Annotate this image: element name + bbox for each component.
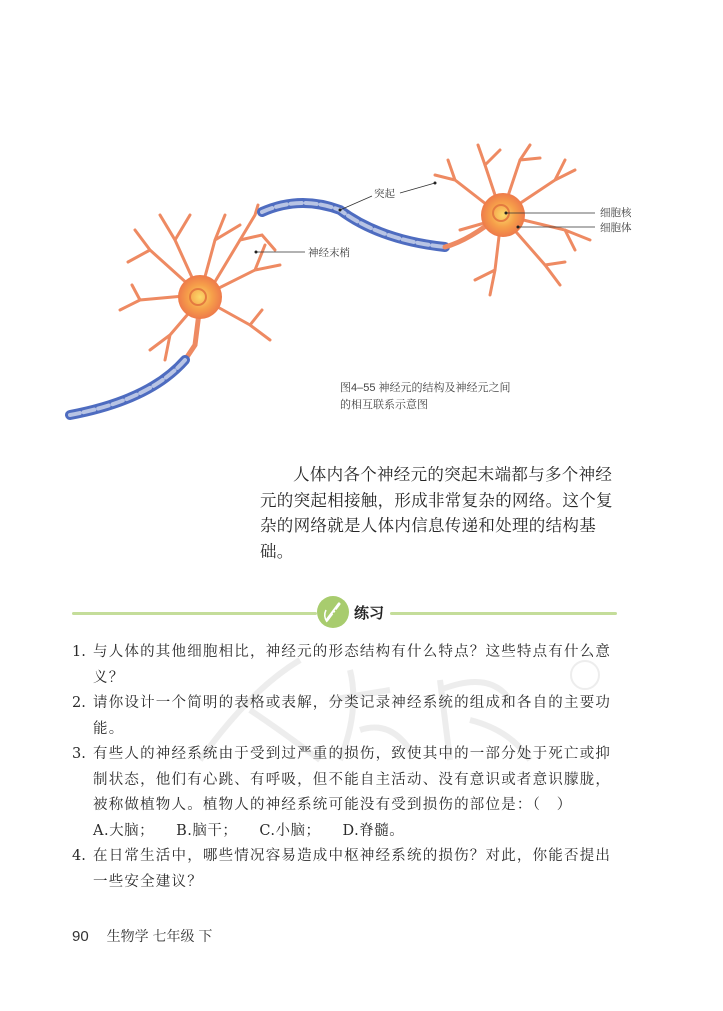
- exercise-text: 有些人的神经系统由于受到过严重的损伤，致使其中的一部分处于死亡或抑制状态，他们有心跳、有呼吸，但不能自主活动、没有意识或者意识朦胧，被称做植物人。植物人的神经系统可能没有受到损伤的部位是：（ ）: [93, 746, 612, 813]
- exercise-item: [72, 742, 620, 844]
- label-cell-body: 细胞体: [600, 222, 632, 234]
- pencil-icon: [317, 596, 349, 628]
- exercise-number: 1.: [72, 644, 86, 660]
- page-footer: [72, 926, 212, 946]
- body-paragraph: 人体内各个神经元的突起末端都与多个神经元的突起相接触，形成非常复杂的网络。这个复杂的网络就是人体内信息传递和处理的结构基础。: [260, 465, 613, 561]
- neuron-figure: [0, 0, 723, 440]
- divider-right: [390, 612, 617, 615]
- exercise-text: 请你设计一个简明的表格或表解，分类记录神经系统的组成和各自的主要功能。: [93, 695, 612, 737]
- exercise-list: [72, 640, 620, 895]
- body-text: [260, 462, 620, 564]
- caption-line-1: 图4–55 神经元的结构及神经元之间: [340, 382, 511, 394]
- practice-header: [72, 596, 617, 630]
- exercise-text: 与人体的其他细胞相比，神经元的形态结构有什么特点？这些特点有什么意义？: [93, 644, 612, 686]
- label-nucleus: 细胞核: [600, 207, 632, 219]
- divider-left: [72, 612, 317, 615]
- practice-title: 练习: [354, 604, 385, 622]
- option-b: B.脑干；: [176, 822, 238, 839]
- option-a: A.大脑；: [93, 822, 155, 839]
- exercise-text: 在日常生活中，哪些情况容易造成中枢神经系统的损伤？对此，你能否提出一些安全建议？: [93, 848, 612, 890]
- answer-options: [93, 819, 620, 845]
- option-c: C.小脑；: [259, 822, 321, 839]
- exercise-number: 4.: [72, 848, 86, 864]
- exercise-number: 2.: [72, 695, 86, 711]
- label-nerve-ending: 神经末梢: [308, 247, 350, 259]
- exercise-number: 3.: [72, 746, 86, 762]
- book-title: 生物学 七年级 下: [106, 928, 213, 944]
- exercise-item: [72, 844, 620, 895]
- page-number: 90: [72, 928, 89, 945]
- label-process: 突起: [374, 188, 395, 200]
- option-d: D.脊髓。: [342, 822, 405, 839]
- exercise-item: [72, 691, 620, 742]
- caption-line-2: 的相互联系示意图: [340, 399, 428, 411]
- exercise-item: [72, 640, 620, 691]
- figure-caption: [340, 380, 560, 414]
